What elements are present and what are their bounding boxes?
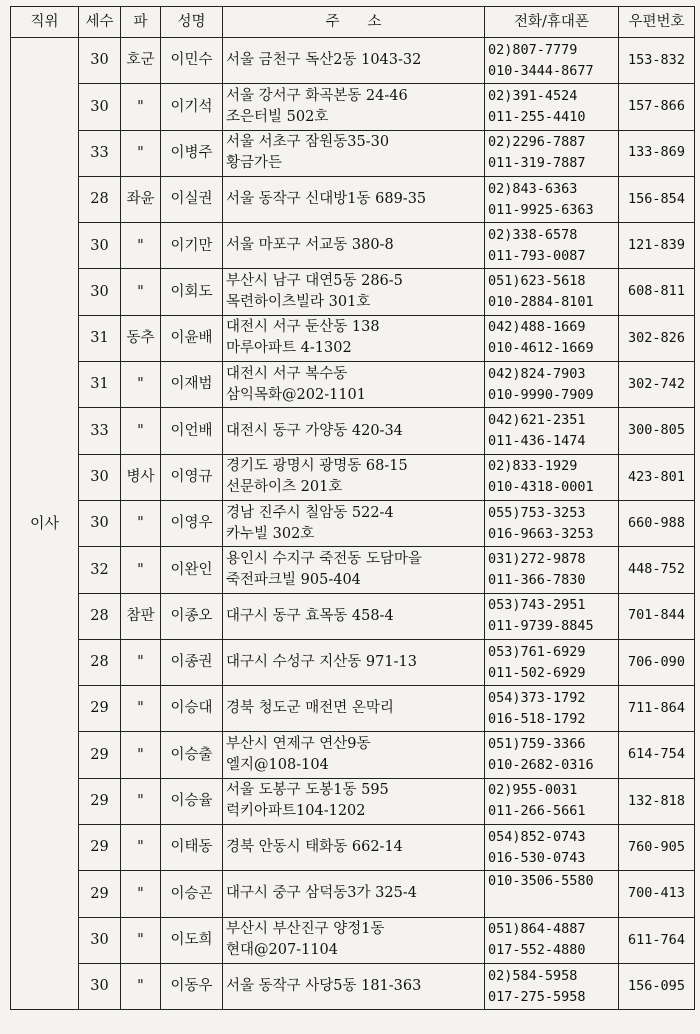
phone-tel: 02)955-0031 xyxy=(488,782,578,799)
zip-cell: 133-869 xyxy=(619,130,695,176)
address-cell xyxy=(223,871,485,917)
address-line-1: 부산시 부산진구 양정1동 xyxy=(226,921,385,938)
branch-cell: " xyxy=(121,547,161,593)
address-line-2: 삼익목화@202-1101 xyxy=(226,386,367,403)
address-line-1: 서울 금천구 독산2동 1043-32 xyxy=(226,52,422,69)
generation-cell: 30 xyxy=(79,917,121,963)
zip-cell: 448-752 xyxy=(619,547,695,593)
address-cell xyxy=(223,732,485,778)
zip-cell: 660-988 xyxy=(619,500,695,546)
phone-tel: 053)743-2951 xyxy=(488,597,586,614)
name-cell: 이도희 xyxy=(161,917,223,963)
zip-cell: 156-095 xyxy=(619,963,695,1009)
phone-mobile: 010-2884-8101 xyxy=(488,294,594,311)
branch-cell: " xyxy=(121,917,161,963)
address-cell xyxy=(223,176,485,222)
generation-cell: 30 xyxy=(79,269,121,315)
phone-tel: 02)807-7779 xyxy=(488,41,578,58)
address-cell xyxy=(223,686,485,732)
address-cell xyxy=(223,269,485,315)
generation-cell: 30 xyxy=(79,963,121,1009)
phone-mobile: 011-9925-6363 xyxy=(488,201,594,218)
name-cell: 이영우 xyxy=(161,500,223,546)
table-row xyxy=(11,362,695,408)
address-line-2: 목련하이츠빌라 301호 xyxy=(226,294,371,311)
table-row xyxy=(11,917,695,963)
table-row xyxy=(11,825,695,871)
phone-tel: 02)338-6578 xyxy=(488,226,578,243)
generation-cell: 29 xyxy=(79,732,121,778)
address-line-1: 대전시 서구 둔산동 138 xyxy=(226,319,380,336)
address-line-1: 서울 동작구 사당5동 181-363 xyxy=(226,978,422,995)
phone-cell xyxy=(485,454,619,500)
address-line-1: 대전시 서구 복수동 xyxy=(226,365,348,382)
generation-cell: 31 xyxy=(79,315,121,361)
zip-cell: 614-754 xyxy=(619,732,695,778)
phone-tel: 02)391-4524 xyxy=(488,87,578,104)
phone-cell xyxy=(485,871,619,917)
table-row xyxy=(11,408,695,454)
phone-cell xyxy=(485,362,619,408)
table-row xyxy=(11,315,695,361)
table-row xyxy=(11,500,695,546)
phone-mobile: 011-9739-8845 xyxy=(488,618,594,635)
generation-cell: 28 xyxy=(79,176,121,222)
generation-cell: 31 xyxy=(79,362,121,408)
phone-tel: 051)759-3366 xyxy=(488,736,586,753)
address-cell xyxy=(223,362,485,408)
branch-cell: 좌윤 xyxy=(121,176,161,222)
branch-cell: " xyxy=(121,130,161,176)
address-cell xyxy=(223,825,485,871)
phone-mobile: 011-366-7830 xyxy=(488,571,586,588)
phone-mobile: 011-436-1474 xyxy=(488,433,586,450)
position-cell: 이사 xyxy=(11,38,79,1010)
table-row xyxy=(11,686,695,732)
phone-cell xyxy=(485,593,619,639)
generation-cell: 30 xyxy=(79,500,121,546)
phone-cell xyxy=(485,917,619,963)
name-cell: 이종권 xyxy=(161,639,223,685)
name-cell: 이승율 xyxy=(161,778,223,824)
table-row xyxy=(11,639,695,685)
zip-cell: 153-832 xyxy=(619,38,695,84)
address-line-1: 부산시 연제구 연산9동 xyxy=(226,736,371,753)
phone-tel: 031)272-9878 xyxy=(488,550,586,567)
phone-tel: 042)824-7903 xyxy=(488,365,586,382)
generation-cell: 30 xyxy=(79,223,121,269)
address-line-1: 서울 서초구 잠원동35-30 xyxy=(226,134,390,151)
generation-cell: 30 xyxy=(79,38,121,84)
generation-cell: 33 xyxy=(79,408,121,454)
phone-mobile: 010-3444-8677 xyxy=(488,62,594,79)
address-cell xyxy=(223,454,485,500)
table-row xyxy=(11,130,695,176)
phone-cell xyxy=(485,223,619,269)
generation-cell: 28 xyxy=(79,593,121,639)
address-line-1: 서울 도봉구 도봉1동 595 xyxy=(226,782,389,799)
table-row xyxy=(11,223,695,269)
header-position: 직위 xyxy=(11,7,79,38)
branch-cell: " xyxy=(121,269,161,315)
phone-cell xyxy=(485,38,619,84)
address-cell xyxy=(223,963,485,1009)
address-line-2: 선문하이츠 201호 xyxy=(226,479,343,496)
phone-mobile: 017-552-4880 xyxy=(488,942,586,959)
phone-mobile: 011-502-6929 xyxy=(488,664,586,681)
zip-cell: 121-839 xyxy=(619,223,695,269)
phone-cell xyxy=(485,732,619,778)
branch-cell: " xyxy=(121,686,161,732)
branch-cell: " xyxy=(121,639,161,685)
phone-cell xyxy=(485,963,619,1009)
header-row xyxy=(11,7,695,38)
table-row xyxy=(11,593,695,639)
branch-cell: " xyxy=(121,500,161,546)
branch-cell: " xyxy=(121,778,161,824)
name-cell: 이재범 xyxy=(161,362,223,408)
phone-cell xyxy=(485,315,619,361)
name-cell: 이승곤 xyxy=(161,871,223,917)
table-row xyxy=(11,871,695,917)
address-line-2: 카누빌 302호 xyxy=(226,525,315,542)
phone-tel: 042)488-1669 xyxy=(488,319,586,336)
generation-cell: 28 xyxy=(79,639,121,685)
generation-cell: 29 xyxy=(79,686,121,732)
address-line-2: 현대@207-1104 xyxy=(226,942,338,959)
header-phone: 전화/휴대폰 xyxy=(485,7,619,38)
address-line-1: 용인시 수지구 죽전동 도담마을 xyxy=(226,550,422,567)
phone-mobile: 016-9663-3253 xyxy=(488,525,594,542)
branch-cell: " xyxy=(121,408,161,454)
address-line-1: 경북 청도군 매전면 온막리 xyxy=(226,700,394,717)
table-row xyxy=(11,269,695,315)
address-line-1: 대전시 동구 가양동 420-34 xyxy=(226,422,403,439)
name-cell: 이영규 xyxy=(161,454,223,500)
phone-mobile: 010-4612-1669 xyxy=(488,340,594,357)
table-row xyxy=(11,547,695,593)
name-cell: 이회도 xyxy=(161,269,223,315)
phone-tel: 02)833-1929 xyxy=(488,458,578,475)
branch-cell: " xyxy=(121,362,161,408)
table-row xyxy=(11,84,695,130)
branch-cell: 동추 xyxy=(121,315,161,361)
table-row xyxy=(11,176,695,222)
name-cell: 이민수 xyxy=(161,38,223,84)
phone-mobile: 017-275-5958 xyxy=(488,988,586,1005)
address-line-2: 마루아파트 4-1302 xyxy=(226,340,352,357)
name-cell: 이승대 xyxy=(161,686,223,732)
name-cell: 이태동 xyxy=(161,825,223,871)
address-line-2: 조은터빌 502호 xyxy=(226,108,329,125)
name-cell: 이승출 xyxy=(161,732,223,778)
header-branch: 파 xyxy=(121,7,161,38)
phone-mobile: 010-9990-7909 xyxy=(488,386,594,403)
address-line-1: 대구시 동구 효목동 458-4 xyxy=(226,607,394,624)
phone-mobile: 010-4318-0001 xyxy=(488,479,594,496)
address-line-1: 경북 안동시 태화동 662-14 xyxy=(226,839,403,856)
address-cell xyxy=(223,778,485,824)
zip-cell: 302-826 xyxy=(619,315,695,361)
address-cell xyxy=(223,130,485,176)
name-cell: 이실권 xyxy=(161,176,223,222)
name-cell: 이병주 xyxy=(161,130,223,176)
zip-cell: 611-764 xyxy=(619,917,695,963)
phone-tel: 054)373-1792 xyxy=(488,689,586,706)
branch-cell: 참판 xyxy=(121,593,161,639)
address-cell xyxy=(223,408,485,454)
address-cell xyxy=(223,223,485,269)
member-directory-table xyxy=(10,6,695,1010)
address-line-1: 서울 동작구 신대방1동 689-35 xyxy=(226,191,427,208)
phone-mobile: 011-266-5661 xyxy=(488,803,586,820)
address-cell xyxy=(223,315,485,361)
phone-tel: 053)761-6929 xyxy=(488,643,586,660)
generation-cell: 29 xyxy=(79,825,121,871)
address-line-1: 대구시 수성구 지산동 971-13 xyxy=(226,654,417,670)
table-row xyxy=(11,454,695,500)
phone-cell xyxy=(485,176,619,222)
header-name: 성명 xyxy=(161,7,223,38)
zip-cell: 423-801 xyxy=(619,454,695,500)
phone-mobile: 011-793-0087 xyxy=(488,247,586,264)
zip-cell: 300-805 xyxy=(619,408,695,454)
phone-cell xyxy=(485,130,619,176)
address-cell xyxy=(223,639,485,685)
branch-cell: " xyxy=(121,84,161,130)
zip-cell: 156-854 xyxy=(619,176,695,222)
phone-cell xyxy=(485,408,619,454)
address-cell xyxy=(223,84,485,130)
name-cell: 이언배 xyxy=(161,408,223,454)
name-cell: 이기석 xyxy=(161,84,223,130)
phone-mobile: 016-518-1792 xyxy=(488,710,586,727)
phone-tel: 051)623-5618 xyxy=(488,273,586,290)
table-row xyxy=(11,38,695,84)
phone-cell xyxy=(485,269,619,315)
zip-cell: 302-742 xyxy=(619,362,695,408)
address-line-2: 엘지@108-104 xyxy=(226,757,329,774)
generation-cell: 29 xyxy=(79,778,121,824)
address-line-2: 럭키아파트104-1202 xyxy=(226,803,366,820)
name-cell: 이윤배 xyxy=(161,315,223,361)
generation-cell: 30 xyxy=(79,454,121,500)
phone-mobile: 010-2682-0316 xyxy=(488,757,594,774)
zip-cell: 132-818 xyxy=(619,778,695,824)
branch-cell: " xyxy=(121,825,161,871)
zip-cell: 711-864 xyxy=(619,686,695,732)
zip-cell: 701-844 xyxy=(619,593,695,639)
address-cell xyxy=(223,917,485,963)
address-line-1: 서울 마포구 서교동 380-8 xyxy=(226,237,394,254)
branch-cell: 호군 xyxy=(121,38,161,84)
address-line-1: 경기도 광명시 광명동 68-15 xyxy=(226,458,408,475)
phone-cell xyxy=(485,639,619,685)
address-line-1: 부산시 남구 대연5동 286-5 xyxy=(226,273,403,290)
phone-tel: 055)753-3253 xyxy=(488,504,586,521)
branch-cell: " xyxy=(121,732,161,778)
header-generation: 세수 xyxy=(79,7,121,38)
address-line-2: 죽전파크빌 905-404 xyxy=(226,571,361,588)
phone-tel: 042)621-2351 xyxy=(488,412,586,429)
address-line-2: 황금가든 xyxy=(226,155,283,172)
header-address: 주 소 xyxy=(223,7,485,38)
phone-tel: 054)852-0743 xyxy=(488,828,586,845)
zip-cell: 608-811 xyxy=(619,269,695,315)
zip-cell: 706-090 xyxy=(619,639,695,685)
address-line-1: 대구시 중구 삼덕동3가 325-4 xyxy=(226,885,417,902)
phone-cell xyxy=(485,84,619,130)
generation-cell: 29 xyxy=(79,871,121,917)
generation-cell: 30 xyxy=(79,84,121,130)
phone-cell xyxy=(485,825,619,871)
name-cell: 이기만 xyxy=(161,223,223,269)
phone-tel: 02)843-6363 xyxy=(488,180,578,197)
branch-cell: " xyxy=(121,963,161,1009)
generation-cell: 33 xyxy=(79,130,121,176)
header-zip: 우편번호 xyxy=(619,7,695,38)
address-cell xyxy=(223,547,485,593)
branch-cell: " xyxy=(121,871,161,917)
name-cell: 이완인 xyxy=(161,547,223,593)
table-row xyxy=(11,963,695,1009)
phone-tel: 02)584-5958 xyxy=(488,967,578,984)
branch-cell: " xyxy=(121,223,161,269)
phone-cell xyxy=(485,686,619,732)
phone-tel: 010-3506-5580 xyxy=(488,873,594,890)
address-cell xyxy=(223,38,485,84)
address-cell xyxy=(223,500,485,546)
phone-tel: 02)2296-7887 xyxy=(488,134,586,151)
generation-cell: 32 xyxy=(79,547,121,593)
name-cell: 이종오 xyxy=(161,593,223,639)
name-cell: 이동우 xyxy=(161,963,223,1009)
phone-cell xyxy=(485,778,619,824)
address-cell xyxy=(223,593,485,639)
phone-cell xyxy=(485,500,619,546)
phone-cell xyxy=(485,547,619,593)
address-line-1: 서울 강서구 화곡본동 24-46 xyxy=(226,87,408,104)
zip-cell: 760-905 xyxy=(619,825,695,871)
table-row xyxy=(11,732,695,778)
address-line-1: 경남 진주시 칠암동 522-4 xyxy=(226,504,394,521)
phone-mobile: 016-530-0743 xyxy=(488,849,586,866)
phone-tel: 051)864-4887 xyxy=(488,921,586,938)
phone-mobile: 011-319-7887 xyxy=(488,155,586,172)
branch-cell: 병사 xyxy=(121,454,161,500)
phone-mobile: 011-255-4410 xyxy=(488,108,586,125)
zip-cell: 157-866 xyxy=(619,84,695,130)
zip-cell: 700-413 xyxy=(619,871,695,917)
table-row xyxy=(11,778,695,824)
